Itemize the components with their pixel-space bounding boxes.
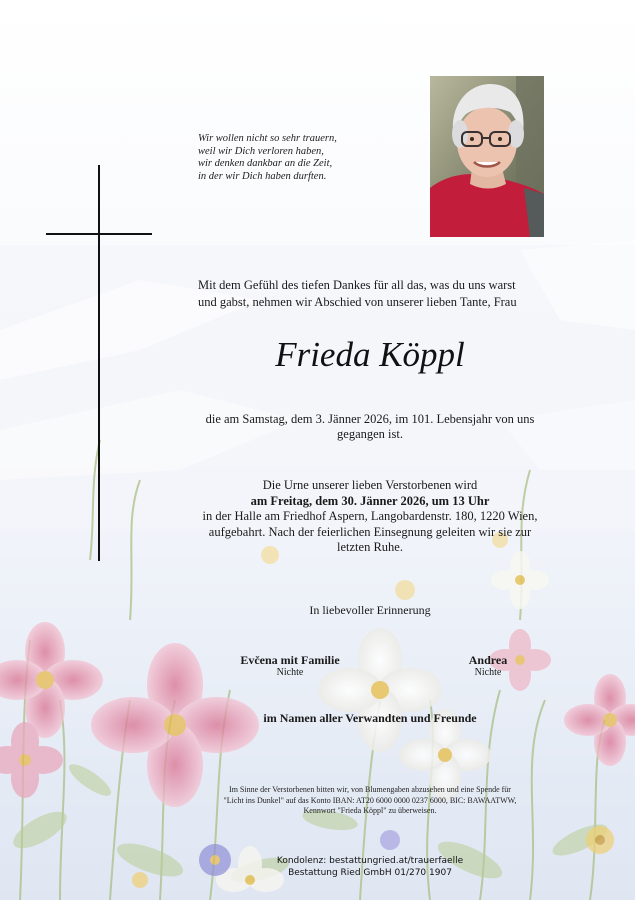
mourner-name: Andrea — [468, 653, 508, 667]
donation-line: "Licht ins Dunkel" auf das Konto IBAN: AT20 6000 0000 0237 6000, BIC: BAWAATWW, — [223, 795, 517, 805]
funeral-details — [180, 478, 560, 556]
mourner-andrea — [448, 654, 528, 678]
funeral-home-footer — [180, 855, 560, 879]
funeral-line: aufgebahrt. Nach der feierlichen Einsegnung geleiten wir sie zur — [208, 524, 532, 539]
deceased-name: Frieda Köppl — [275, 335, 465, 374]
death-notice — [180, 412, 560, 442]
funeral-line: letzten Ruhe. — [337, 540, 403, 554]
in-memory-text: In liebevoller Erinnerung — [309, 603, 431, 617]
donation-line: Kennwort "Frieda Köppl" zu überweisen. — [303, 806, 437, 815]
funeral-home-contact: Bestattung Ried GmbH 01/270 1907 — [288, 868, 452, 878]
cross-icon-bar — [46, 233, 152, 235]
funeral-location: in der Halle am Friedhof Aspern, Langobardenstr. 180, 1220 Wien, — [202, 509, 538, 523]
portrait-photo — [430, 76, 544, 237]
mourner-name: Evčena mit Familie — [240, 653, 340, 667]
death-line: gegangen ist. — [337, 427, 403, 441]
donation-note — [180, 785, 560, 817]
memorial-poem — [198, 133, 418, 183]
poem-line: weil wir Dich verloren haben, — [198, 145, 324, 157]
cross-icon — [98, 165, 100, 561]
funeral-line: Die Urne unserer lieben Verstorbenen wird — [262, 478, 478, 492]
portrait-photo-illustration — [430, 76, 544, 237]
death-line: die am Samstag, dem 3. Jänner 2026, im 101. Lebensjahr von uns — [205, 412, 535, 426]
condolence-link[interactable]: Kondolenz: bestattungried.at/trauerfaelle — [276, 856, 464, 866]
funeral-date: am Freitag, dem 30. Jänner 2026, um 13 Uhr — [250, 493, 490, 508]
intro-line: und gabst, nehmen wir Abschied von unserer lieben Tante, Frau — [198, 295, 517, 309]
mourner-relation: Nichte — [474, 667, 502, 678]
poem-line: wir denken dankbar an die Zeit, — [198, 158, 333, 169]
donation-line: Im Sinne der Verstorbenen bitten wir, von Blumengaben abzusehen und eine Spende für — [229, 785, 511, 794]
intro-line: Mit dem Gefühl des tiefen Dankes für all das, was du uns warst — [198, 278, 516, 292]
poem-line: in der wir Dich haben durften. — [198, 170, 327, 182]
mourner-relation: Nichte — [276, 667, 304, 678]
poem-line: Wir wollen nicht so sehr trauern, — [198, 133, 337, 144]
farewell-intro — [186, 277, 558, 311]
relatives-line: im Namen aller Verwandten und Freunde — [263, 711, 477, 725]
mourner-evcena — [230, 654, 350, 678]
